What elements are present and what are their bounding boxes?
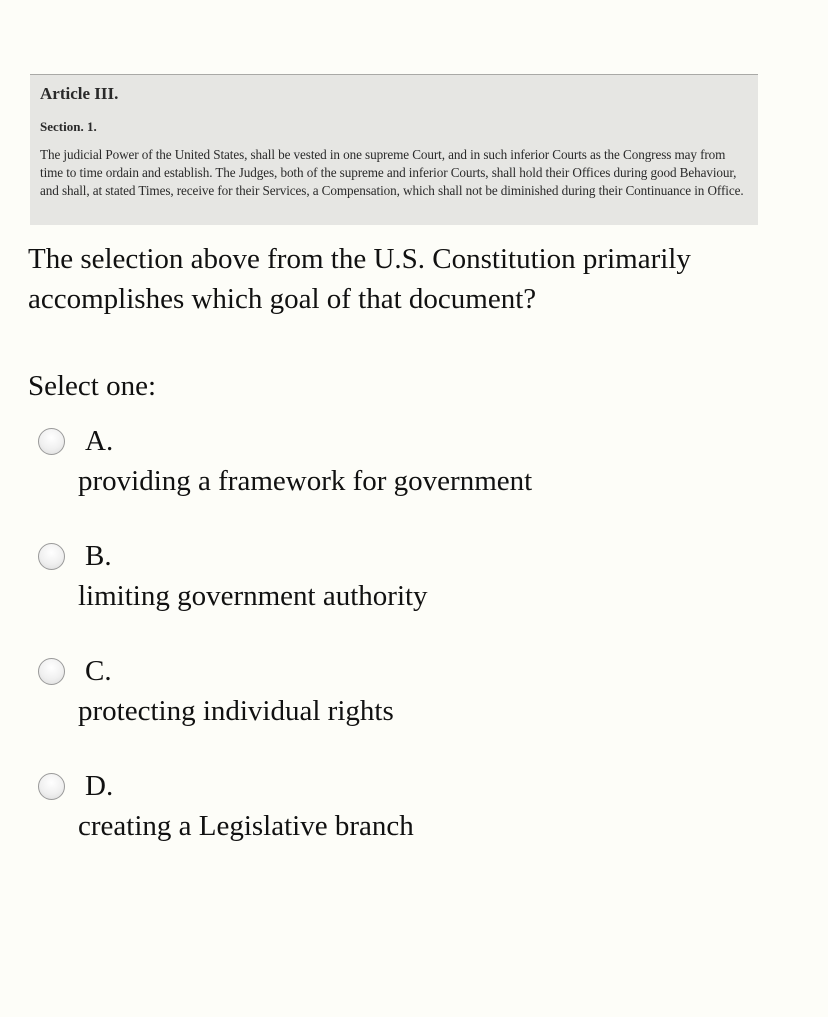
option-text-d[interactable]: creating a Legislative branch xyxy=(78,810,414,842)
option-letter-a: A. xyxy=(85,425,114,457)
section-title: Section. 1. xyxy=(40,119,97,134)
option-text-c[interactable]: protecting individual rights xyxy=(78,695,394,727)
option-d[interactable] xyxy=(38,770,798,870)
article-title: Article III. xyxy=(40,84,119,103)
constitution-excerpt xyxy=(30,74,758,225)
radio-button-c[interactable] xyxy=(38,658,65,685)
option-letter-b: B. xyxy=(85,540,112,572)
option-text-b[interactable]: limiting government authority xyxy=(78,580,428,612)
option-a[interactable] xyxy=(38,425,798,525)
option-b[interactable] xyxy=(38,540,798,640)
option-text-a[interactable]: providing a framework for government xyxy=(78,465,533,497)
select-one-label: Select one: xyxy=(28,370,157,402)
radio-button-a[interactable] xyxy=(38,428,65,455)
excerpt-text: The judicial Power of the United States, shall be vested in one supreme Court, and in such inferior Courts as the Congress may from time to time ordain and establish. The Judges, both of the supreme and inferior Courts, shall hold their Offices during good Behaviour, and shall, at stated Times, receive for their Services, a Compensation, which shall not be diminished during their Continuance in Office. xyxy=(40,147,744,198)
radio-button-d[interactable] xyxy=(38,773,65,800)
option-letter-d: D. xyxy=(85,770,114,802)
question-text: The selection above from the U.S. Constitution primarily accomplishes which goal of that document? xyxy=(28,243,691,315)
option-c[interactable] xyxy=(38,655,798,755)
option-letter-c: C. xyxy=(85,655,112,687)
radio-button-b[interactable] xyxy=(38,543,65,570)
